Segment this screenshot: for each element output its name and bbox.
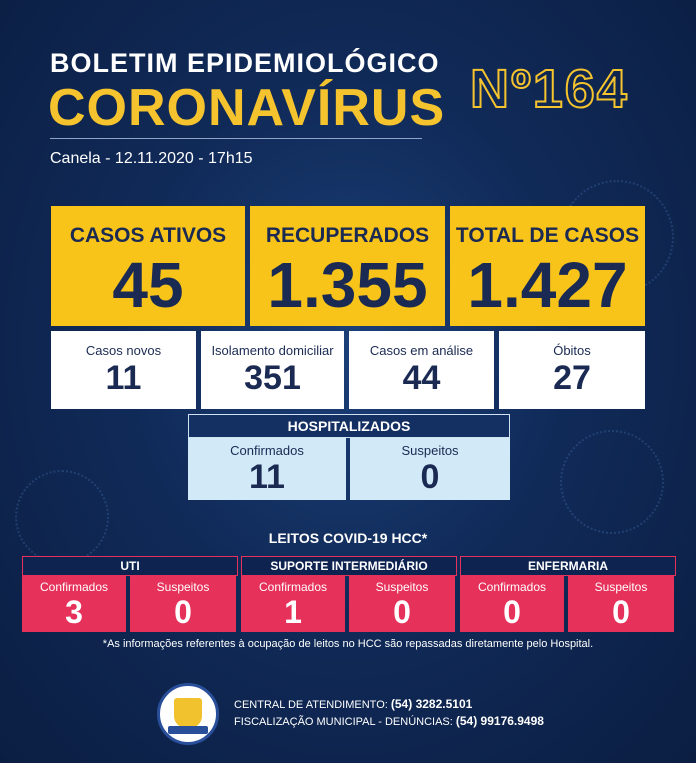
bed-label: Suspeitos: [594, 580, 648, 594]
beds-footnote: *As informações referentes à ocupação de leitos no HCC são repassadas diretamente pelo Hospital.: [102, 638, 594, 650]
fiscal-label: FISCALIZAÇÃO MUNICIPAL - DENÚNCIAS:: [234, 716, 453, 728]
beds-uti-confirmed: [22, 576, 126, 632]
detail-value: 11: [105, 359, 142, 397]
summary-card-total: [450, 206, 645, 326]
hospitalized-label: Confirmados: [230, 443, 304, 458]
bulletin-subtitle: CORONAVÍRUS: [48, 79, 446, 137]
bed-value: 0: [503, 594, 521, 630]
bed-label: Confirmados: [39, 580, 109, 594]
detail-card-home-isolation: [201, 331, 344, 409]
central-phone: (54) 3282.5101: [390, 697, 473, 711]
fiscal-phone: (54) 99176.9498: [455, 714, 544, 728]
hospitalized-header: HOSPITALIZADOS: [188, 414, 510, 438]
seal-ribbon: [168, 726, 208, 734]
central-label: CENTRAL DE ATENDIMENTO:: [234, 699, 388, 711]
beds-group-ward: ENFERMARIA: [460, 556, 676, 576]
summary-value: 1.427: [467, 249, 628, 321]
beds-intermediate-confirmed: [241, 576, 345, 632]
bed-value: 0: [174, 594, 192, 630]
bed-label: Suspeitos: [156, 580, 210, 594]
bed-label: Confirmados: [258, 580, 328, 594]
detail-label: Isolamento domiciliar: [211, 343, 334, 358]
summary-value: 45: [112, 249, 184, 321]
bed-value: 0: [393, 594, 411, 630]
hospitalized-confirmed: [188, 438, 346, 500]
central-contact: [234, 697, 472, 711]
virus-decoration: [15, 470, 109, 564]
detail-value: 27: [553, 359, 591, 397]
detail-value: 351: [244, 359, 301, 397]
bed-value: 3: [65, 594, 83, 630]
beds-ward-suspected: [568, 576, 674, 632]
city-seal-logo: [157, 683, 219, 745]
beds-uti-suspected: [130, 576, 236, 632]
bed-label: Confirmados: [477, 580, 547, 594]
beds-group-uti: UTI: [22, 556, 238, 576]
summary-label: CASOS ATIVOS: [69, 224, 227, 247]
hospitalized-value: 11: [249, 458, 285, 496]
hospitalized-value: 0: [420, 458, 440, 496]
bulletin-date: Canela - 12.11.2020 - 17h15: [50, 150, 253, 167]
hospitalized-suspected: [350, 438, 510, 500]
detail-card-new-cases: [51, 331, 196, 409]
issue-number: Nº164: [470, 59, 629, 119]
summary-card-recovered: [250, 206, 445, 326]
header-divider: [50, 138, 422, 139]
detail-card-under-analysis: [349, 331, 494, 409]
coat-of-arms-icon: [174, 698, 202, 728]
detail-label: Casos em análise: [369, 343, 474, 358]
detail-card-deaths: [499, 331, 645, 409]
beds-title: LEITOS COVID-19 HCC*: [268, 530, 428, 546]
hospitalized-label: Suspeitos: [401, 443, 459, 458]
beds-intermediate-suspected: [349, 576, 455, 632]
summary-value: 1.355: [267, 249, 428, 321]
summary-card-active: [51, 206, 245, 326]
fiscal-contact: [234, 714, 544, 728]
bulletin-title: BOLETIM EPIDEMIOLÓGICO: [50, 48, 440, 78]
detail-value: 44: [402, 359, 441, 397]
virus-decoration: [560, 430, 664, 534]
beds-group-intermediate: SUPORTE INTERMEDIÁRIO: [241, 556, 457, 576]
summary-label: TOTAL DE CASOS: [455, 224, 640, 247]
detail-label: Casos novos: [85, 343, 162, 358]
summary-label: RECUPERADOS: [265, 224, 430, 247]
bed-value: 1: [284, 594, 302, 630]
bed-label: Suspeitos: [375, 580, 429, 594]
beds-ward-confirmed: [460, 576, 564, 632]
detail-label: Óbitos: [553, 343, 591, 358]
bed-value: 0: [612, 594, 630, 630]
